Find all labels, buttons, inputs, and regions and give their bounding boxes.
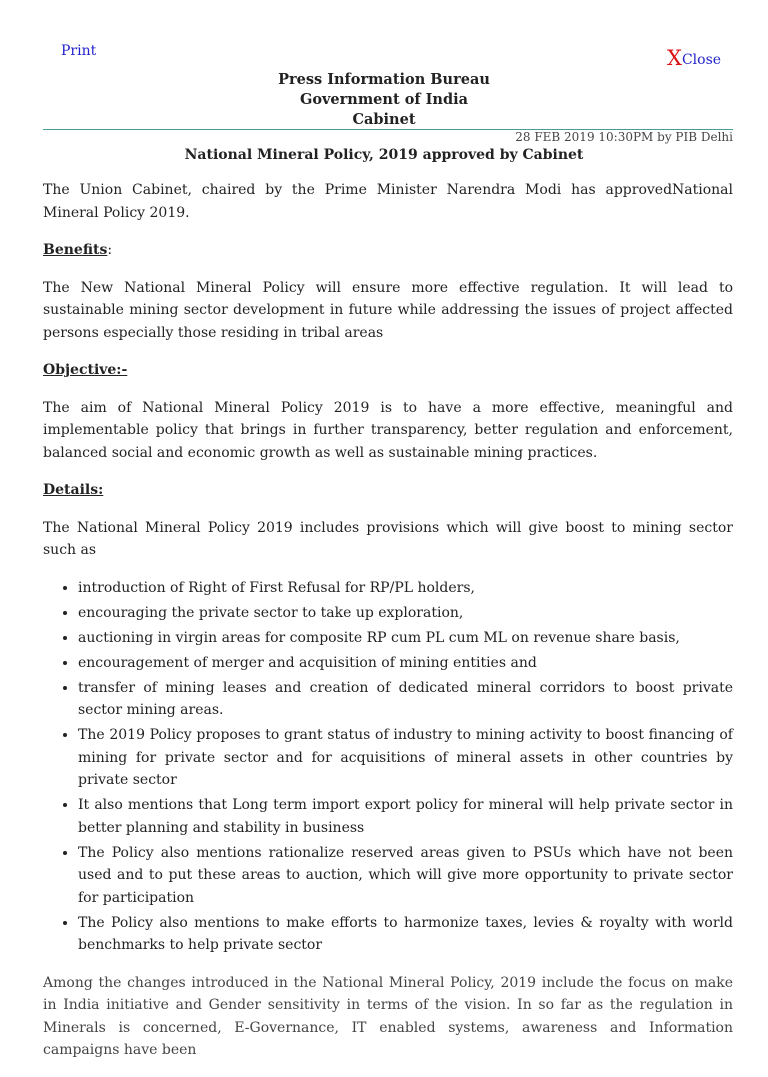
dateline: 28 FEB 2019 10:30PM by PIB Delhi [515, 130, 733, 144]
details-list [43, 577, 733, 957]
list-item: • encouragement of merger and acquisition of mining entities and [78, 652, 733, 675]
list-item: • The Policy also mentions to make efforts to harmonize taxes, levies & royalty with world benchmarks to help private sector [78, 912, 733, 957]
details-intro: The National Mineral Policy 2019 includes provisions which will give boost to mining sector such as [43, 519, 733, 558]
close-button[interactable] [667, 46, 721, 70]
benefits-heading-row [43, 239, 733, 262]
header-org: Press Information Bureau [278, 71, 490, 88]
objective-heading-row [43, 359, 733, 382]
intro-paragraph: The Union Cabinet, chaired by the Prime Minister Narendra Modi has approvedNational Mineral Policy 2019. [43, 182, 733, 221]
list-item: • introduction of Right of First Refusal for RP/PL holders, [78, 577, 733, 600]
list-item: • The 2019 Policy proposes to grant status of industry to mining activity to boost financing of mining for private sector and for acquisitions of mineral assets in other countries by private sector [78, 724, 733, 792]
press-header [0, 70, 768, 130]
benefits-colon: : [107, 242, 113, 258]
release-body [43, 179, 733, 1077]
benefits-heading: Benefits [43, 242, 108, 258]
list-item: • transfer of mining leases and creation of dedicated mineral corridors to boost private sector mining areas. [78, 677, 733, 722]
benefits-paragraph: The New National Mineral Policy will ensure more effective regulation. It will lead to sustainable mining sector development in future while addressing the issues of project affected persons especially those residing in tribal areas [43, 279, 733, 341]
list-item: • The Policy also mentions rationalize reserved areas given to PSUs which have not been used and to put these areas to auction, which will give more opportunity to private sector for participation [78, 842, 733, 910]
closing-paragraph: Among the changes introduced in the National Mineral Policy, 2019 include the focus on make in India initiative and Gender sensitivity in terms of the vision. In so far as the regulation in Minerals is concerned, E-Governance, IT enabled systems, awareness and Information campaigns have been [43, 974, 733, 1058]
header-ministry: Cabinet [352, 111, 416, 128]
print-link[interactable]: Print [61, 43, 97, 59]
list-item: • It also mentions that Long term import export policy for mineral will help private sector in better planning and stability in business [78, 794, 733, 839]
release-title: National Mineral Policy, 2019 approved by Cabinet [184, 147, 584, 163]
list-item: • encouraging the private sector to take up exploration, [78, 602, 733, 625]
close-label: Close [681, 52, 722, 68]
details-heading-row [43, 479, 733, 502]
objective-heading: Objective:- [43, 362, 128, 378]
header-government: Government of India [299, 91, 469, 108]
details-heading: Details: [43, 482, 104, 498]
close-x-icon: X [667, 46, 682, 70]
list-item: • auctioning in virgin areas for composite RP cum PL cum ML on revenue share basis, [78, 627, 733, 650]
objective-paragraph: The aim of National Mineral Policy 2019 is to have a more effective, meaningful and implementable policy that brings in further transparency, better regulation and enforcement, balanced social and economic growth as well as sustainable mining practices. [43, 399, 733, 461]
